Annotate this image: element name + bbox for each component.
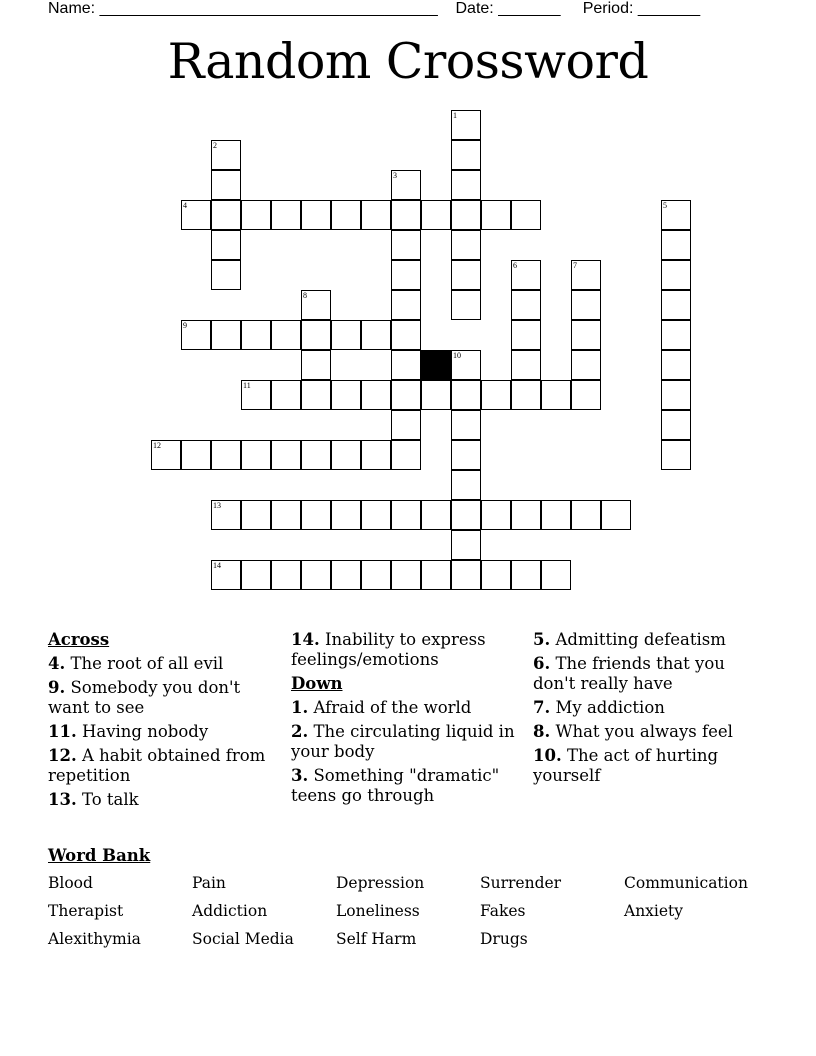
clues-column-2 [291,630,526,810]
grid-cell[interactable] [361,440,391,470]
clue-across-9: 9. Somebody you don't want to see [48,678,241,717]
grid-cell[interactable] [421,560,451,590]
grid-cell[interactable] [391,380,421,410]
grid-cell[interactable] [421,200,451,230]
grid-cell[interactable] [391,170,421,200]
grid-cell[interactable] [511,500,541,530]
date-field[interactable]: Date: _______ [455,0,561,17]
grid-cell[interactable] [211,260,241,290]
grid-cell[interactable] [511,380,541,410]
grid-cell[interactable] [481,560,511,590]
clue-number: 9 [183,321,187,330]
clue-down-3: 3. Something "dramatic" teens go through [291,766,500,805]
grid-cell[interactable] [451,200,481,230]
student-info-header [48,0,700,18]
grid-cell[interactable] [271,320,301,350]
grid-cell[interactable] [211,230,241,260]
clue-down-1: 1. Afraid of the world [291,698,472,717]
grid-cell[interactable] [661,380,691,410]
grid-cell[interactable] [331,380,361,410]
clue-number: 6 [513,261,517,270]
clue-down-6: 6. The friends that you don't really have [533,654,725,693]
grid-cell[interactable] [271,200,301,230]
grid-cell[interactable] [421,380,451,410]
grid-cell[interactable] [241,200,271,230]
grid-cell[interactable] [301,440,331,470]
clue-number: 12 [153,441,161,450]
grid-cell[interactable] [391,350,421,380]
grid-cell[interactable] [601,500,631,530]
word-bank-item: Anxiety [624,902,684,920]
grid-cell[interactable] [451,140,481,170]
clues-column-1 [48,630,283,814]
grid-cell[interactable] [481,200,511,230]
word-bank-heading: Word Bank [48,846,151,865]
grid-cell[interactable] [451,560,481,590]
page-title: Random Crossword [167,33,649,90]
clue-number: 11 [243,381,251,390]
grid-cell[interactable] [541,560,571,590]
grid-cell[interactable] [571,290,601,320]
grid-cell[interactable] [661,230,691,260]
grid-cell[interactable] [391,260,421,290]
grid-cell[interactable] [451,470,481,500]
grid-cell[interactable] [661,410,691,440]
grid-cell[interactable] [451,170,481,200]
clue-across-14: 14. Inability to express feelings/emotions [291,630,486,669]
grid-cell[interactable] [511,290,541,320]
clue-across-12: 12. A habit obtained from repetition [48,746,266,785]
grid-cell[interactable] [391,290,421,320]
grid-cell[interactable] [451,500,481,530]
grid-cell[interactable] [301,500,331,530]
grid-cell[interactable] [451,260,481,290]
grid-cell[interactable] [661,260,691,290]
grid-cell[interactable] [661,440,691,470]
clue-number: 8 [303,291,307,300]
word-bank-item: Therapist [48,902,124,920]
grid-cell[interactable] [451,350,481,380]
clue-across-11: 11. Having nobody [48,722,209,741]
grid-cell[interactable] [301,320,331,350]
grid-cell[interactable] [571,320,601,350]
grid-cell[interactable] [151,440,181,470]
grid-cell[interactable] [361,380,391,410]
word-bank-item: Self Harm [336,930,417,948]
grid-cell[interactable] [451,290,481,320]
grid-cell[interactable] [211,500,241,530]
word-bank-item: Pain [192,874,226,892]
grid-cell[interactable] [571,380,601,410]
grid-cell[interactable] [211,440,241,470]
grid-cell[interactable] [511,200,541,230]
grid-cell[interactable] [571,260,601,290]
word-bank-item: Fakes [480,902,526,920]
grid-cell[interactable] [301,350,331,380]
grid-cell[interactable] [391,410,421,440]
clue-number: 14 [213,561,221,570]
clue-down-2: 2. The circulating liquid in your body [291,722,515,761]
word-bank-item: Alexithymia [48,930,141,948]
grid-cell[interactable] [361,560,391,590]
grid-cell[interactable] [451,410,481,440]
grid-cell[interactable] [451,440,481,470]
grid-cell[interactable] [511,560,541,590]
grid-cell[interactable] [391,440,421,470]
grid-cell[interactable] [451,530,481,560]
clue-number: 10 [453,351,461,360]
black-cell [421,350,451,380]
grid-cell[interactable] [211,560,241,590]
grid-cell[interactable] [241,320,271,350]
word-bank-item: Depression [336,874,425,892]
clue-down-7: 7. My addiction [533,698,665,717]
grid-cell[interactable] [331,560,361,590]
grid-cell[interactable] [451,230,481,260]
word-bank-item: Loneliness [336,902,420,920]
word-bank-item: Drugs [480,930,528,948]
grid-cell[interactable] [571,500,601,530]
grid-cell[interactable] [211,140,241,170]
grid-cell[interactable] [211,170,241,200]
grid-cell[interactable] [391,230,421,260]
grid-cell[interactable] [391,500,421,530]
clue-across-13: 13. To talk [48,790,139,809]
grid-cell[interactable] [241,440,271,470]
grid-cell[interactable] [451,380,481,410]
grid-cell[interactable] [331,440,361,470]
grid-cell[interactable] [241,500,271,530]
clue-down-10: 10. The act of hurting yourself [533,746,719,785]
clue-number: 3 [393,171,397,180]
word-bank-item: Surrender [480,874,562,892]
down-heading: Down [291,674,343,693]
grid-cell[interactable] [271,560,301,590]
clue-number: 4 [183,201,187,210]
grid-cell[interactable] [271,500,301,530]
grid-cell[interactable] [391,320,421,350]
grid-cell[interactable] [331,500,361,530]
grid-cell[interactable] [211,320,241,350]
grid-cell[interactable] [301,560,331,590]
grid-cell[interactable] [211,200,241,230]
across-heading: Across [48,630,110,649]
grid-cell[interactable] [571,350,601,380]
grid-cell[interactable] [271,440,301,470]
grid-cell[interactable] [421,500,451,530]
grid-cell[interactable] [511,260,541,290]
clues-column-3 [533,630,768,790]
grid-cell[interactable] [541,380,571,410]
clue-across-4: 4. The root of all evil [48,654,224,673]
name-field[interactable]: Name: ______________________________________ [48,0,438,17]
clue-number: 2 [213,141,217,150]
grid-cell[interactable] [661,200,691,230]
grid-cell[interactable] [661,320,691,350]
clue-number: 13 [213,501,221,510]
grid-cell[interactable] [361,320,391,350]
clue-number: 1 [453,111,457,120]
grid-cell[interactable] [361,500,391,530]
clue-number: 5 [663,201,667,210]
grid-cell[interactable] [301,200,331,230]
grid-cell[interactable] [511,320,541,350]
grid-cell[interactable] [181,200,211,230]
clue-down-8: 8. What you always feel [533,722,733,741]
grid-cell[interactable] [301,380,331,410]
grid-cell[interactable] [301,290,331,320]
grid-cell[interactable] [271,380,301,410]
grid-cell[interactable] [391,200,421,230]
grid-cell[interactable] [331,320,361,350]
clue-down-5: 5. Admitting defeatism [533,630,726,649]
grid-cell[interactable] [451,110,481,140]
grid-cell[interactable] [481,500,511,530]
period-field[interactable]: Period: _______ [582,0,701,17]
grid-cell[interactable] [241,380,271,410]
grid-cell[interactable] [661,290,691,320]
grid-cell[interactable] [181,320,211,350]
clue-number: 7 [573,261,577,270]
grid-cell[interactable] [331,200,361,230]
grid-cell[interactable] [511,350,541,380]
grid-cell[interactable] [361,200,391,230]
grid-cell[interactable] [661,350,691,380]
word-bank-item: Social Media [192,930,294,948]
grid-cell[interactable] [541,500,571,530]
grid-cell[interactable] [181,440,211,470]
grid-cell[interactable] [241,560,271,590]
grid-cell[interactable] [481,380,511,410]
word-bank-item: Communication [624,874,748,892]
word-bank-item: Addiction [192,902,268,920]
word-bank-item: Blood [48,874,93,892]
grid-cell[interactable] [391,560,421,590]
